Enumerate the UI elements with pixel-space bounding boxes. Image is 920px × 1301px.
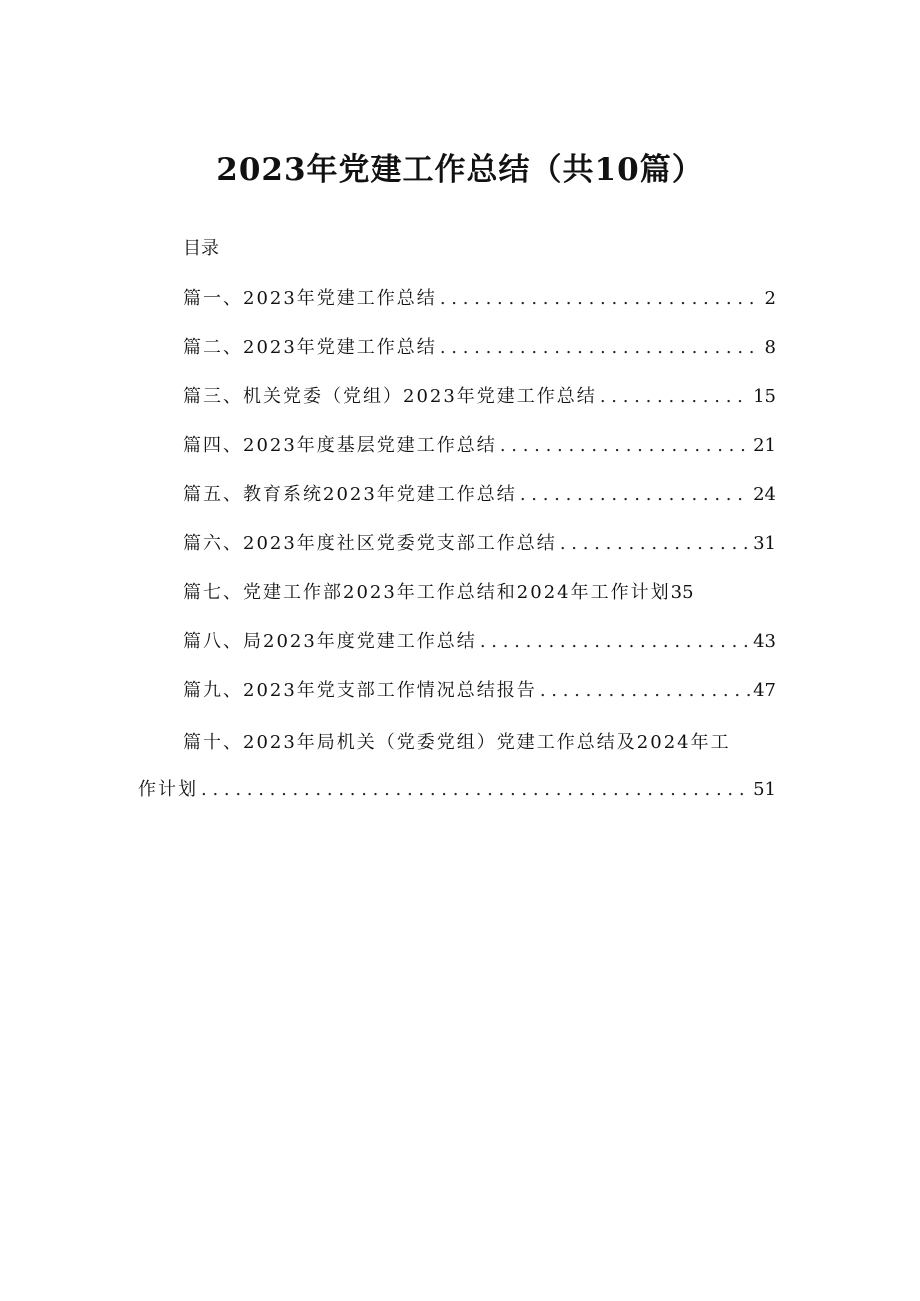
toc-entry-6[interactable] <box>183 531 776 557</box>
toc-entry-10-continued[interactable] <box>138 777 776 803</box>
toc-entry-label: 篇一、2023年党建工作总结 <box>183 288 437 309</box>
toc-page-number: 43 <box>753 631 776 652</box>
toc-page-number: 24 <box>753 484 776 505</box>
toc-entry-1[interactable] <box>183 286 776 312</box>
toc-dot-leader <box>520 482 750 508</box>
toc-page-number: 31 <box>753 533 776 554</box>
toc-dot-leader <box>600 384 750 410</box>
toc-heading: 目录 <box>183 238 219 259</box>
toc-entry-label: 篇四、2023年度基层党建工作总结 <box>183 435 497 456</box>
toc-entry-2[interactable] <box>183 335 776 361</box>
toc-entry-5[interactable] <box>183 482 776 508</box>
toc-dot-leader <box>201 777 750 803</box>
toc-dot-leader <box>480 629 750 655</box>
toc-page-number: 8 <box>764 337 776 358</box>
toc-entry-label: 篇二、2023年党建工作总结 <box>183 337 437 358</box>
toc-page-number: 15 <box>753 386 776 407</box>
toc-page-number: 35 <box>670 582 694 603</box>
toc-dot-leader <box>540 678 750 704</box>
toc-entry-label: 篇八、局2023年度党建工作总结 <box>183 631 477 652</box>
toc-dot-leader <box>500 433 750 459</box>
toc-page-number: 47 <box>753 680 776 701</box>
toc-page-number: 51 <box>753 779 776 800</box>
toc-dot-leader <box>440 335 762 361</box>
toc-entry-label-continued: 作计划 <box>138 779 198 800</box>
toc-dot-leader <box>560 531 750 557</box>
toc-entry-label: 篇九、2023年党支部工作情况总结报告 <box>183 680 537 701</box>
toc-entry-4[interactable] <box>183 433 776 459</box>
toc-page-number: 21 <box>753 435 776 456</box>
document-title: 2023年党建工作总结（共10篇） <box>216 152 704 188</box>
toc-entry-7[interactable] <box>183 580 776 606</box>
toc-entry-9[interactable] <box>183 678 776 704</box>
toc-entry-10[interactable] <box>183 730 776 756</box>
toc-entry-label: 篇五、教育系统2023年党建工作总结 <box>183 484 517 505</box>
toc-page-number: 2 <box>764 288 776 309</box>
toc-entry-label: 篇七、党建工作部2023年工作总结和2024年工作计划 <box>183 582 671 603</box>
toc-dot-leader <box>440 286 762 312</box>
toc-entry-label: 篇三、机关党委（党组）2023年党建工作总结 <box>183 386 597 407</box>
toc-entry-3[interactable] <box>183 384 776 410</box>
toc-entry-8[interactable] <box>183 629 776 655</box>
toc-entry-label: 篇十、2023年局机关（党委党组）党建工作总结及2024年工 <box>183 732 731 753</box>
toc-entry-label: 篇六、2023年度社区党委党支部工作总结 <box>183 533 557 554</box>
